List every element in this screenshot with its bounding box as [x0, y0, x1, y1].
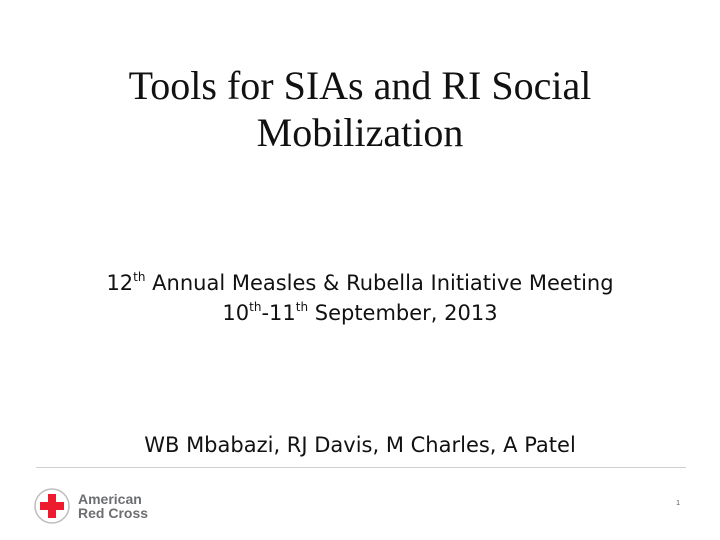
meeting-ordinal-suffix: th [133, 270, 146, 284]
date-end-suffix: th [295, 300, 309, 314]
meeting-name: Annual Measles & Rubella Initiative Meeting [145, 271, 614, 295]
slide-title [60, 62, 660, 156]
title-line-1: Tools for SIAs and RI Social [128, 63, 592, 108]
date-separator: - [261, 301, 270, 325]
meeting-name-line [40, 268, 680, 298]
footer-divider [36, 467, 686, 468]
meeting-subtitle [40, 268, 680, 328]
title-line-2: Mobilization [256, 110, 464, 155]
page-number: 1 [676, 500, 680, 507]
meeting-ordinal-number: 12 [106, 271, 134, 295]
logo-wordmark [78, 492, 148, 520]
date-rest: September, 2013 [308, 301, 498, 325]
date-start-day: 10 [222, 301, 250, 325]
logo-text-line-1: American [78, 491, 142, 507]
meeting-date-line [40, 298, 680, 328]
american-red-cross-logo [34, 486, 148, 526]
red-cross-icon [34, 488, 70, 524]
logo-text-line-2: Red Cross [78, 505, 149, 521]
date-end-day: 11 [269, 301, 296, 325]
authors-line: WB Mbabazi, RJ Davis, M Charles, A Patel [144, 433, 576, 457]
date-start-suffix: th [249, 300, 262, 314]
